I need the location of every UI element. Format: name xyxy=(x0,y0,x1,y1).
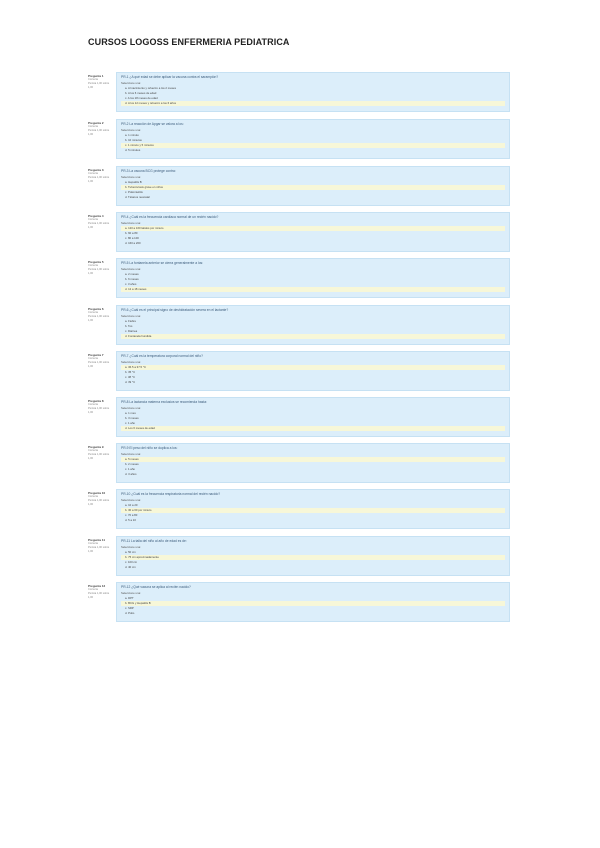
question-info xyxy=(88,536,112,576)
question-text: PR-3 La vacuna BCG protege contra: xyxy=(121,169,176,173)
question-block xyxy=(88,166,510,206)
question-content xyxy=(116,119,510,159)
answer-option[interactable]: a. Hepatitis B xyxy=(125,180,142,184)
question-number: Pregunta 6 xyxy=(88,307,104,311)
question-text: PR-2 La reacción de Apgar se valora a los: xyxy=(121,122,184,126)
question-status: Correcta xyxy=(88,264,98,267)
answer-option[interactable]: d. 12 a 18 meses xyxy=(121,287,505,292)
answer-option[interactable]: b. Tos xyxy=(125,324,133,328)
answer-option[interactable]: a. Fiebre xyxy=(125,319,137,323)
question-number: Pregunta 5 xyxy=(88,260,104,264)
answer-option[interactable]: b. 30 a 60 por minuto xyxy=(121,508,505,513)
question-info xyxy=(88,582,112,622)
question-content xyxy=(116,536,510,576)
question-score: Puntúa 1,00 sobre 1,00 xyxy=(88,453,110,460)
question-score: Puntúa 1,00 sobre 1,00 xyxy=(88,176,110,183)
question-number: Pregunta 4 xyxy=(88,214,104,218)
answer-option[interactable]: c. 80 a 100 xyxy=(125,236,139,240)
answer-option[interactable]: d. Los 6 meses de edad xyxy=(121,426,505,431)
question-status: Correcta xyxy=(88,218,98,221)
question-number: Pregunta 2 xyxy=(88,121,104,125)
answer-option[interactable]: c. A los 18 meses de edad xyxy=(125,96,158,100)
answer-option[interactable]: d. 5 minutos xyxy=(125,148,141,152)
answer-option[interactable]: c. 1 año xyxy=(125,467,135,471)
document-title: CURSOS LOGOSS ENFERMERIA PEDIATRICA xyxy=(88,37,290,47)
question-status: Correcta xyxy=(88,495,98,498)
question-score: Puntúa 1,00 sobre 1,00 xyxy=(88,499,110,506)
question-text: PR-12 ¿Qué vacuna se aplica al recién nacido? xyxy=(121,585,191,589)
question-text: PR-9 El peso del niño se duplica a los: xyxy=(121,446,178,450)
question-status: Correcta xyxy=(88,403,98,406)
question-text: PR-7 ¿Cuál es la temperatura corporal normal del niño? xyxy=(121,354,203,358)
question-block xyxy=(88,582,510,622)
question-block xyxy=(88,305,510,345)
question-status: Correcta xyxy=(88,78,98,81)
question-number: Pregunta 3 xyxy=(88,168,104,172)
question-prompt: Seleccione una: xyxy=(121,406,141,410)
question-block xyxy=(88,489,510,529)
question-text: PR-6 ¿Cuál es el principal signo de deshidratación severa en el lactante? xyxy=(121,308,229,312)
question-number: Pregunta 10 xyxy=(88,491,106,495)
question-block xyxy=(88,119,510,159)
question-content xyxy=(116,258,510,298)
question-info xyxy=(88,351,112,391)
answer-option[interactable]: d. 39 °C xyxy=(125,380,136,384)
question-score: Puntúa 1,00 sobre 1,00 xyxy=(88,407,110,414)
question-content xyxy=(116,397,510,437)
answer-option[interactable]: c. 3 años xyxy=(125,282,137,286)
question-text: PR-5 La fontanela anterior se cierra generalmente a los: xyxy=(121,261,204,265)
question-number: Pregunta 1 xyxy=(88,74,104,78)
question-status: Correcta xyxy=(88,449,98,452)
question-block xyxy=(88,351,510,391)
answer-option[interactable]: c. Poliomielitis xyxy=(125,190,143,194)
question-block xyxy=(88,258,510,298)
question-status: Correcta xyxy=(88,125,98,128)
question-number: Pregunta 7 xyxy=(88,353,104,357)
question-prompt: Seleccione una: xyxy=(121,81,141,85)
question-status: Correcta xyxy=(88,588,98,591)
answer-option[interactable]: b. 10 minutos xyxy=(125,138,142,142)
question-score: Puntúa 1,00 sobre 1,00 xyxy=(88,546,110,553)
question-prompt: Seleccione una: xyxy=(121,545,141,549)
question-score: Puntúa 1,00 sobre 1,00 xyxy=(88,315,110,322)
answer-option[interactable]: a. 36.5 a 37.5 °C xyxy=(121,365,505,370)
answer-option[interactable]: d. Tétanos neonatal xyxy=(125,195,150,199)
question-info xyxy=(88,489,112,529)
answer-option[interactable]: b. 75 cm aproximadamente xyxy=(121,555,505,560)
answer-option[interactable]: a. Al nacimiento y refuerzo a los 2 meses xyxy=(125,86,176,90)
answer-option[interactable]: c. 1 minuto y 5 minutos xyxy=(121,143,505,148)
answer-option[interactable]: b. A los 6 meses de edad xyxy=(125,91,157,95)
answer-option[interactable]: d. 5 a 10 xyxy=(125,518,136,522)
question-score: Puntúa 1,00 sobre 1,00 xyxy=(88,361,110,368)
question-text: PR-1 ¿A qué edad se debe aplicar la vacuna contra el sarampión? xyxy=(121,75,219,79)
answer-option[interactable]: b. 6 meses xyxy=(125,277,139,281)
question-text: PR-8 La lactancia materna exclusiva se recomienda hasta: xyxy=(121,400,207,404)
answer-option[interactable]: b. 2 meses xyxy=(125,462,139,466)
question-block xyxy=(88,536,510,576)
answer-option[interactable]: a. 5 meses xyxy=(121,457,505,462)
question-content xyxy=(116,489,510,529)
question-status: Correcta xyxy=(88,172,98,175)
answer-option[interactable]: c. 1 año xyxy=(125,421,135,425)
question-prompt: Seleccione una: xyxy=(121,267,141,271)
question-info xyxy=(88,72,112,112)
answer-option[interactable]: a. 1 minuto xyxy=(125,133,139,137)
answer-option[interactable]: d. Polio xyxy=(125,611,135,615)
question-block xyxy=(88,397,510,437)
question-info xyxy=(88,119,112,159)
question-score: Puntúa 1,00 sobre 1,00 xyxy=(88,268,110,275)
question-prompt: Seleccione una: xyxy=(121,314,141,318)
question-score: Puntúa 1,00 sobre 1,00 xyxy=(88,222,110,229)
answer-option[interactable]: d. 40 cm xyxy=(125,565,136,569)
answer-option[interactable]: c. Diarrea xyxy=(125,329,138,333)
answer-option[interactable]: c. 38 °C xyxy=(125,375,135,379)
question-score: Puntúa 1,00 sobre 1,00 xyxy=(88,129,110,136)
answer-option[interactable]: a. 120 a 160 latidos por minuto xyxy=(121,226,505,231)
answer-option[interactable]: a. 1 mes xyxy=(125,411,136,415)
question-number: Pregunta 8 xyxy=(88,399,104,403)
question-number: Pregunta 9 xyxy=(88,445,104,449)
answer-option[interactable]: c. 100 cm xyxy=(125,560,138,564)
answer-option[interactable]: d. 3 años xyxy=(125,472,137,476)
question-prompt: Seleccione una: xyxy=(121,175,141,179)
answer-option[interactable]: a. DPT xyxy=(125,596,134,600)
answer-option[interactable]: d. 160 a 200 xyxy=(125,241,141,245)
question-text: PR-4 ¿Cuál es la frecuencia cardíaca normal de un recién nacido? xyxy=(121,215,219,219)
question-block xyxy=(88,72,510,112)
answer-option[interactable]: b. 35 °C xyxy=(125,370,136,374)
answer-option[interactable]: a. 2 meses xyxy=(125,272,139,276)
answer-option[interactable]: d. Fontanela hundida xyxy=(121,334,505,339)
question-content xyxy=(116,443,510,483)
question-prompt: Seleccione una: xyxy=(121,452,141,456)
question-info xyxy=(88,397,112,437)
question-prompt: Seleccione una: xyxy=(121,221,141,225)
question-score: Puntúa 1,00 sobre 1,00 xyxy=(88,592,110,599)
question-info xyxy=(88,443,112,483)
question-content xyxy=(116,305,510,345)
answer-option[interactable]: b. 60 a 80 xyxy=(125,231,138,235)
question-content xyxy=(116,351,510,391)
question-prompt: Seleccione una: xyxy=(121,591,141,595)
answer-option[interactable]: a. 10 a 20 xyxy=(125,503,138,507)
question-block xyxy=(88,443,510,483)
question-info xyxy=(88,212,112,252)
question-info xyxy=(88,258,112,298)
answer-option[interactable]: b. BCG y Hepatitis B xyxy=(121,601,505,606)
answer-option[interactable]: b. 3 meses xyxy=(125,416,139,420)
question-number: Pregunta 11 xyxy=(88,538,106,542)
question-content xyxy=(116,582,510,622)
question-number: Pregunta 12 xyxy=(88,584,106,588)
question-content xyxy=(116,72,510,112)
answer-option[interactable]: a. 50 cm xyxy=(125,550,136,554)
answer-option[interactable]: c. 70 a 80 xyxy=(125,513,138,517)
question-info xyxy=(88,305,112,345)
answer-option[interactable]: d. A los 12 meses y refuerzo a los 6 años xyxy=(121,101,505,106)
question-status: Correcta xyxy=(88,542,98,545)
question-status: Correcta xyxy=(88,357,98,360)
question-content xyxy=(116,166,510,206)
question-status: Correcta xyxy=(88,311,98,314)
question-text: PR-11 La talla del niño al año de edad es de: xyxy=(121,539,187,543)
question-prompt: Seleccione una: xyxy=(121,498,141,502)
question-text: PR-10 ¿Cuál es la frecuencia respiratoria normal del recién nacido? xyxy=(121,492,221,496)
question-info xyxy=(88,166,112,206)
question-content xyxy=(116,212,510,252)
question-prompt: Seleccione una: xyxy=(121,128,141,132)
question-prompt: Seleccione una: xyxy=(121,360,141,364)
answer-option[interactable]: b. Tuberculosis grave en niños xyxy=(121,185,505,190)
answer-option[interactable]: c. SRP xyxy=(125,606,134,610)
question-score: Puntúa 1,00 sobre 1,00 xyxy=(88,82,110,89)
question-block xyxy=(88,212,510,252)
